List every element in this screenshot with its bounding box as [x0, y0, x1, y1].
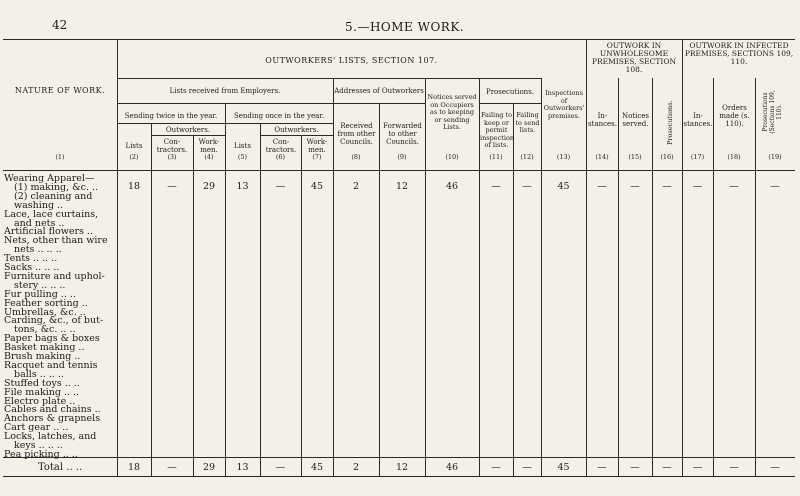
- column-number: (18): [727, 153, 741, 161]
- first-row-col-12: —: [522, 181, 532, 192]
- total-col-18: —: [729, 462, 739, 473]
- table-top-rule: [3, 39, 795, 40]
- notices-served-header: Notices served on Occupiers as to keeping or sending Lists.: [427, 93, 477, 131]
- first-row-col-13: 45: [557, 181, 570, 192]
- row-label: and nets ..: [14, 217, 65, 229]
- column-number: (8): [351, 153, 361, 161]
- first-row-col-17: —: [692, 181, 703, 192]
- column-number: (4): [204, 153, 214, 161]
- total-col-4: 29: [202, 462, 216, 473]
- column-number: (17): [690, 153, 705, 161]
- col-rule-16: [682, 39, 683, 476]
- first-row-col-7: 45: [310, 181, 324, 192]
- first-row-col-6: —: [275, 181, 286, 192]
- col-rule-12: [541, 78, 542, 476]
- first-row-col-19: —: [770, 181, 780, 192]
- row-label: Carding, &c., of but-: [4, 315, 104, 327]
- column-number: (1): [55, 153, 65, 161]
- total-col-19: —: [770, 462, 780, 473]
- column-number: (2): [129, 153, 139, 161]
- row-label: Pea picking .. ..: [4, 448, 78, 460]
- row-label: Brush making ..: [4, 351, 81, 362]
- lists-once-header: Lists: [234, 142, 251, 150]
- total-col-12: —: [522, 462, 532, 473]
- column-number: (19): [768, 153, 782, 161]
- col-rule-9: [425, 78, 426, 476]
- inspections-header: Inspections of Outworkers' premises.: [543, 89, 585, 120]
- first-row-col-4: 29: [202, 181, 216, 192]
- column-number: (9): [397, 153, 407, 161]
- row-label: Cart gear .. ..: [4, 422, 69, 434]
- col-rule-17: [713, 78, 714, 476]
- sending-twice-header: Sending twice in the year.: [124, 112, 218, 120]
- first-row-col-9: 12: [395, 181, 409, 192]
- forwarded-councils-header: Forwarded to other Councils.: [383, 122, 422, 146]
- notices-served-unwholesome-header: Notices served.: [621, 112, 650, 128]
- contractors-twice-header: Con-tractors.: [156, 138, 188, 154]
- row-label: tons, &c. .. ..: [14, 324, 76, 336]
- row-label: Fur pulling .. ..: [4, 288, 76, 300]
- row-label: Anchors & grapnels: [4, 413, 101, 425]
- column-number: (6): [275, 153, 286, 161]
- col-rule-5: [260, 123, 261, 476]
- lists-received-header: Lists received from Employers.: [169, 87, 281, 95]
- total-col-10: 46: [445, 462, 459, 473]
- failing-send-header: Failing to send lists.: [515, 111, 540, 134]
- outworkers-once-header: Outworkers.: [274, 126, 319, 134]
- first-row-col-16: —: [662, 181, 672, 192]
- row-label: Artificial flowers ..: [4, 226, 93, 238]
- row-label: (2) cleaning and: [14, 190, 93, 202]
- total-col-2: 18: [127, 462, 141, 473]
- row-label: Tents .. .. ..: [4, 253, 58, 265]
- sending-once-header: Sending once in the year.: [233, 112, 325, 120]
- failing-keep-header: Failing to keep or permit inspection of lists.: [480, 111, 515, 149]
- row-label: Cables and chains ..: [4, 404, 101, 416]
- row-label: washing ..: [14, 199, 64, 211]
- first-row-col-18: —: [729, 181, 739, 192]
- running-head: 5.—HOME WORK.: [345, 20, 465, 34]
- column-number: (7): [312, 153, 322, 161]
- row-label: keys .. .. ..: [14, 440, 63, 451]
- infected-premises-title: OUTWORK IN INFECTED PREMISES, SECTIONS 109, 110.: [684, 41, 794, 66]
- total-col-13: 45: [557, 462, 570, 473]
- total-col-14: —: [597, 462, 607, 473]
- workmen-twice-header: Work-men.: [198, 138, 220, 154]
- first-row-col-3: —: [167, 181, 177, 192]
- row-label: Locks, latches, and: [4, 431, 97, 443]
- total-col-11: —: [491, 462, 501, 473]
- orders-made-header: Orders made (s. 110).: [719, 104, 750, 128]
- first-row-col-15: —: [630, 181, 640, 192]
- column-number: (11): [489, 153, 503, 161]
- outworkers-twice-header: Outworkers.: [165, 126, 211, 134]
- row-label: nets .. .. ..: [14, 244, 62, 256]
- outworkers-lists-title: OUTWORKERS' LISTS, SECTION 107.: [265, 56, 438, 65]
- row-label: stery .. .. ..: [14, 279, 66, 291]
- total-col-6: —: [275, 462, 286, 473]
- rule-below-title: [117, 78, 541, 79]
- addresses-header: Addresses of Outworkers: [334, 87, 424, 95]
- unwholesome-premises-title: OUTWORK IN UNWHOLESOME PREMISES, SECTION 108.: [591, 41, 677, 74]
- first-row-col-14: —: [597, 181, 607, 192]
- rule-below-header: [3, 170, 795, 171]
- column-number: (13): [556, 153, 571, 161]
- contractors-once-header: Con-tractors.: [265, 138, 297, 154]
- column-number: (10): [445, 153, 459, 161]
- column-number: (16): [660, 153, 674, 161]
- row-label: Wearing Apparel—: [4, 173, 95, 184]
- col-rule-15: [652, 78, 653, 476]
- row-label: Lace, lace curtains,: [4, 208, 99, 220]
- first-row-col-2: 18: [127, 181, 141, 192]
- column-number: (14): [595, 153, 609, 161]
- col-rule-13: [586, 39, 587, 476]
- row-label: Paper bags & boxes: [4, 333, 100, 345]
- instances-infected-header: In-stances.: [683, 112, 713, 128]
- total-col-7: 45: [310, 462, 324, 473]
- col-rule-14: [618, 78, 619, 476]
- total-col-8: 2: [352, 462, 360, 473]
- total-col-3: —: [167, 462, 177, 473]
- row-label: Racquet and tennis: [4, 359, 98, 371]
- total-col-9: 12: [395, 462, 409, 473]
- row-label: Stuffed toys .. ..: [4, 377, 80, 389]
- lists-twice-header: Lists: [125, 142, 143, 150]
- row-label: Furniture and uphol-: [4, 270, 105, 282]
- total-label: Total .. ..: [38, 462, 83, 473]
- row-label: balls .. .. ..: [14, 368, 64, 380]
- row-label: (1) making, &c. ..: [14, 181, 99, 193]
- row-label: File making .. ..: [4, 386, 80, 398]
- column-number: (15): [628, 153, 642, 161]
- col-rule-1: [117, 39, 118, 476]
- prosecutions-sections-header: Prosecutions (Sections 109, 110).: [762, 90, 783, 134]
- rule-below-prosecutions: [479, 103, 541, 104]
- prosecutions-header: Prosecutions.: [485, 88, 535, 96]
- total-col-15: —: [630, 462, 640, 473]
- row-label: Umbrellas, &c. ..: [4, 306, 86, 318]
- row-label: Electro plate ..: [4, 395, 76, 407]
- column-number: (3): [167, 153, 177, 161]
- row-label: Basket making ..: [4, 342, 85, 354]
- nature-of-work-header: NATURE OF WORK.: [14, 86, 106, 95]
- rule-below-outworkers-twice: [151, 135, 225, 136]
- page-number: 42: [52, 18, 68, 32]
- column-number: (12): [520, 153, 534, 161]
- workmen-once-header: Work-men.: [306, 138, 328, 154]
- total-col-5: 13: [236, 462, 249, 473]
- first-row-col-11: —: [491, 181, 501, 192]
- row-label: Feather sorting ..: [4, 297, 88, 309]
- rule-below-outworkers-once: [260, 135, 333, 136]
- row-label: Nets, other than wire: [4, 235, 108, 247]
- prosecutions-unwholesome-header: Prosecutions.: [666, 100, 674, 145]
- first-row-col-10: 46: [445, 181, 459, 192]
- col-rule-18: [755, 78, 756, 476]
- column-number: (5): [237, 153, 248, 161]
- instances-unwholesome-header: In-stances.: [588, 112, 617, 128]
- total-col-17: —: [692, 462, 703, 473]
- received-councils-header: Received from other Councils.: [337, 122, 376, 146]
- first-row-col-8: 2: [352, 181, 360, 192]
- total-col-16: —: [662, 462, 672, 473]
- rule-above-total: [3, 457, 795, 458]
- first-row-col-5: 13: [236, 181, 249, 192]
- table-bottom-rule: [3, 476, 795, 477]
- col-rule-2: [151, 123, 152, 476]
- row-label: Sacks .. .. ..: [4, 262, 60, 273]
